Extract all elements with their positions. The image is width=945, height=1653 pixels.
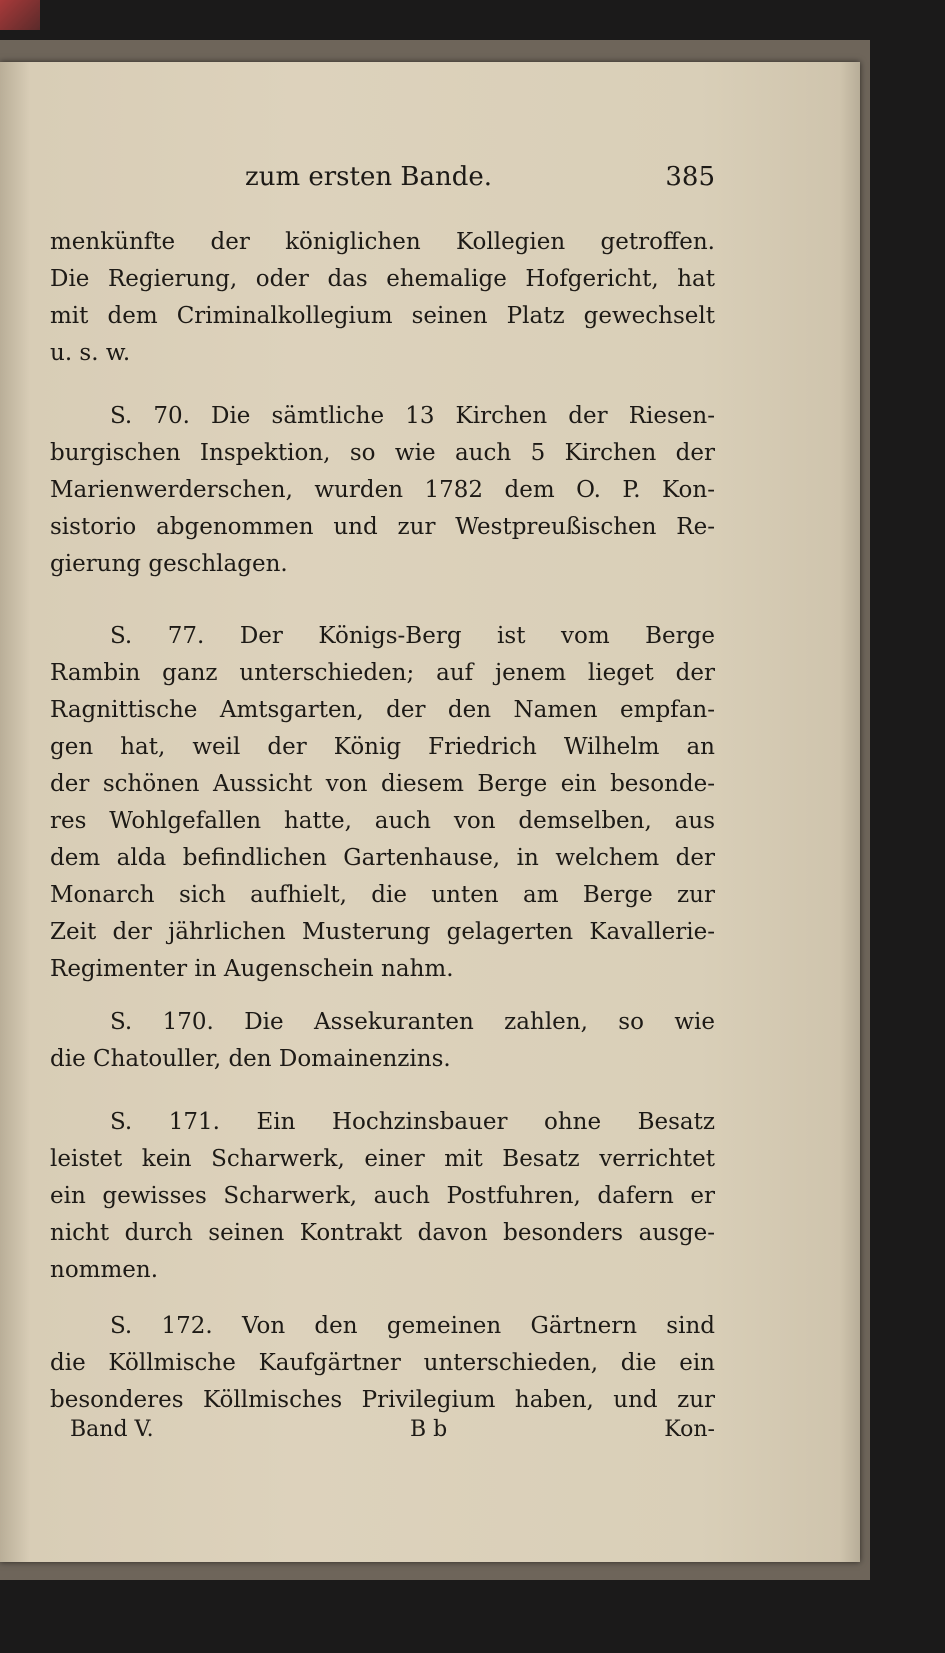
- paragraph-s70: [50, 398, 715, 583]
- running-title: zum ersten Bande.: [245, 162, 493, 192]
- bookmark-ribbon: [0, 0, 40, 30]
- text-line: S. 171. Ein Hochzinsbauer ohne Besatz: [110, 1109, 715, 1135]
- text-line: die Köllmische Kaufgärtner unterschieden, die ein: [50, 1350, 715, 1376]
- text-line: gen hat, weil der König Friedrich Wilhelm an: [50, 734, 715, 760]
- text-line: u. s. w.: [50, 340, 131, 366]
- text-line: dem alda befindlichen Gartenhause, in welchem der: [50, 845, 715, 871]
- text-line: Zeit der jährlichen Musterung gelagerten Kavallerie-: [50, 919, 715, 945]
- text-line: der schönen Aussicht von diesem Berge ein besonde-: [50, 771, 715, 797]
- paragraph-continuation: [50, 224, 715, 372]
- catchword: Kon-: [664, 1417, 715, 1442]
- text-line: Regimenter in Augenschein nahm.: [50, 956, 454, 982]
- text-line: S. 70. Die sämtliche 13 Kirchen der Riesen-: [110, 403, 715, 429]
- volume-label: Band V.: [70, 1417, 154, 1442]
- text-line: nommen.: [50, 1257, 159, 1283]
- text-line: S. 170. Die Assekuranten zahlen, so wie: [110, 1009, 715, 1035]
- text-line: die Chatouller, den Domainenzins.: [50, 1046, 451, 1072]
- text-line: leistet kein Scharwerk, einer mit Besatz verrichtet: [50, 1146, 715, 1172]
- text-line: burgischen Inspektion, so wie auch 5 Kirchen der: [50, 440, 715, 466]
- paragraph-s170: [50, 1004, 715, 1078]
- text-line: mit dem Criminalkollegium seinen Platz gewechselt: [50, 303, 715, 329]
- text-line: nicht durch seinen Kontrakt davon besonders ausge-: [50, 1220, 715, 1246]
- text-line: res Wohlgefallen hatte, auch von demselben, aus: [50, 808, 715, 834]
- text-line: Die Regierung, oder das ehemalige Hofgericht, hat: [50, 266, 715, 292]
- page-number: 385: [665, 162, 715, 192]
- paragraph-s172: [50, 1308, 715, 1419]
- text-line: Rambin ganz unterschieden; auf jenem lieget der: [50, 660, 715, 686]
- text-line: Monarch sich aufhielt, die unten am Berge zur: [50, 882, 715, 908]
- text-line: Ragnittische Amtsgarten, der den Namen empfan-: [50, 697, 715, 723]
- text-line: Marienwerderschen, wurden 1782 dem O. P. Kon-: [50, 477, 715, 503]
- text-line: sistorio abgenommen und zur Westpreußischen Re-: [50, 514, 715, 540]
- text-line: besonderes Köllmisches Privilegium haben, und zur: [50, 1387, 715, 1413]
- text-line: gierung geschlagen.: [50, 551, 288, 577]
- paragraph-s171: [50, 1104, 715, 1289]
- text-line: menkünfte der königlichen Kollegien getroffen.: [50, 229, 715, 255]
- text-line: S. 77. Der Königs-Berg ist vom Berge: [110, 623, 715, 649]
- text-line: S. 172. Von den gemeinen Gärtnern sind: [110, 1313, 715, 1339]
- paragraph-s77: [50, 618, 715, 988]
- text-line: ein gewisses Scharwerk, auch Postfuhren, dafern er: [50, 1183, 715, 1209]
- signature-mark: B b: [410, 1417, 448, 1442]
